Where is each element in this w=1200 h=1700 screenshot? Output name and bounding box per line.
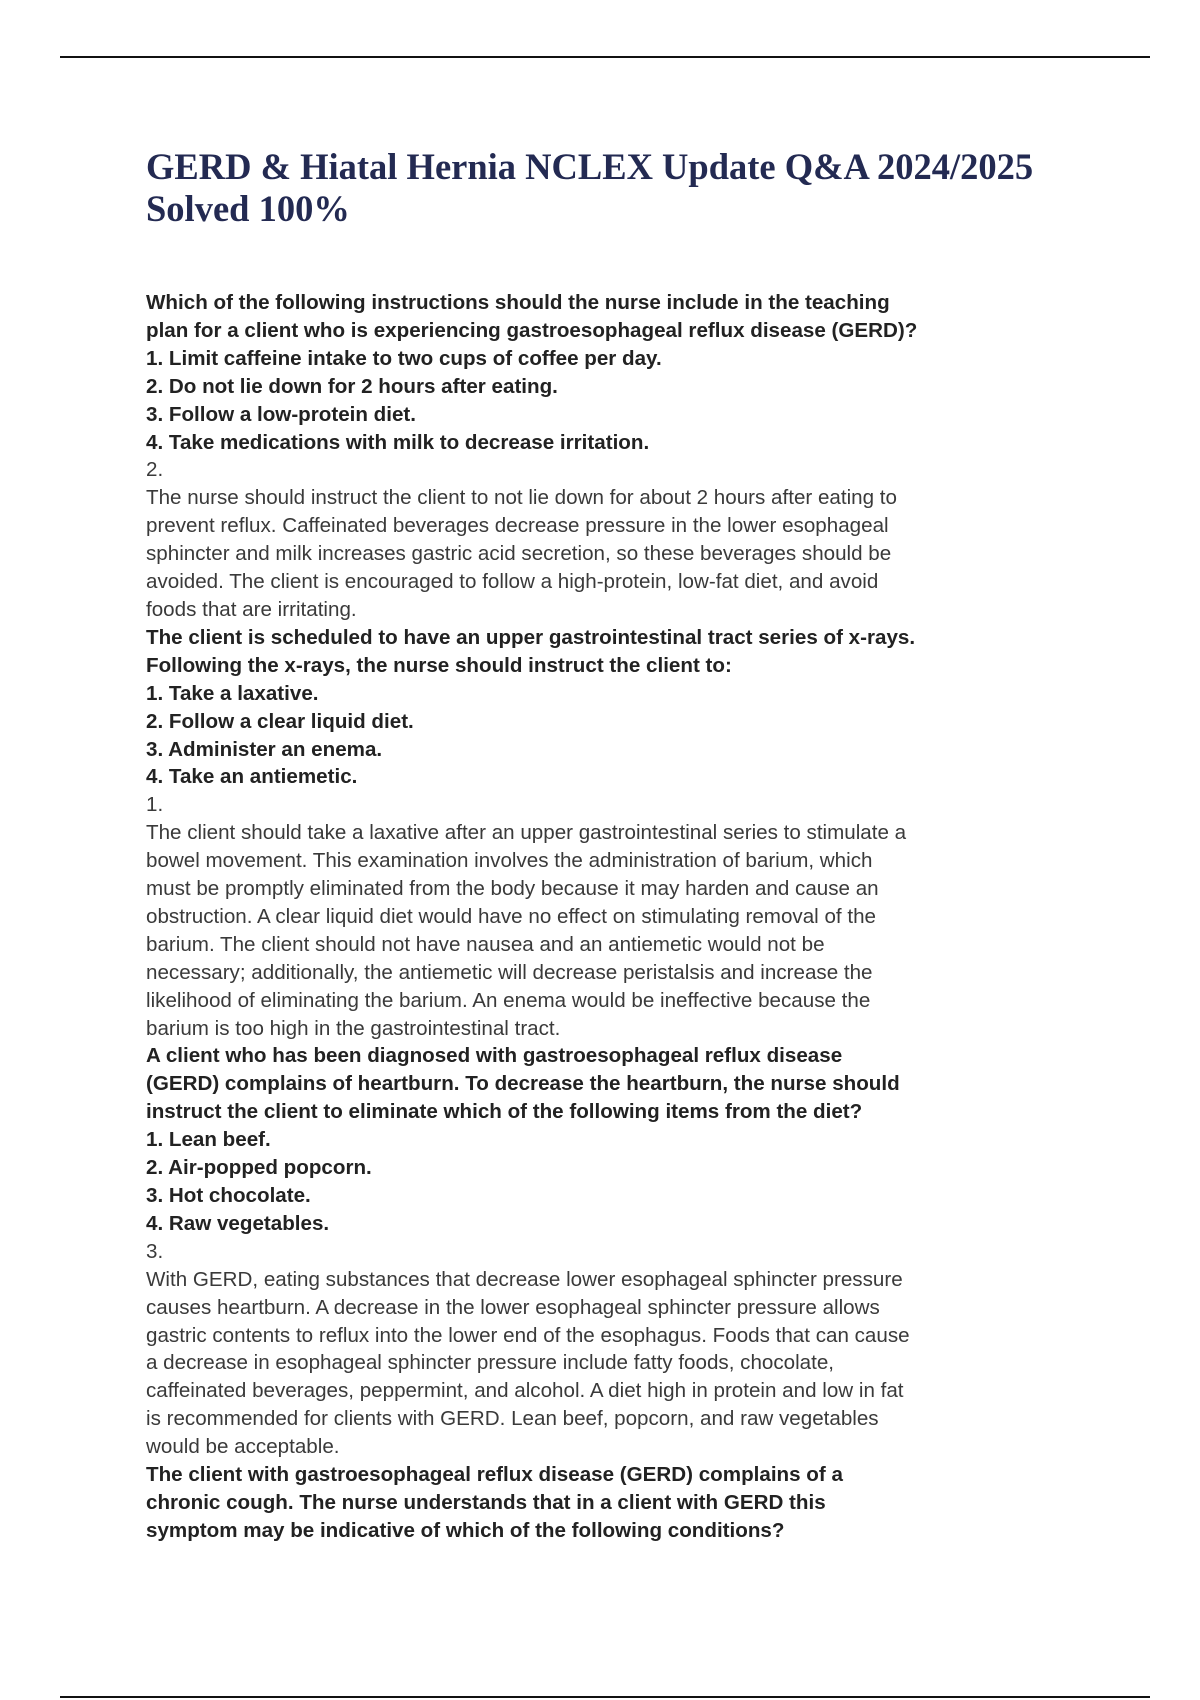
question-block	[146, 624, 917, 791]
question-block	[146, 1042, 917, 1237]
answer-line: barium. The client should not have nausea and an antiemetic would not be	[146, 932, 825, 956]
answer-line: foods that are irritating.	[146, 597, 357, 621]
answer-block	[146, 1238, 917, 1461]
question-line: 4. Take medications with milk to decrease irritation.	[146, 430, 650, 454]
question-line: Which of the following instructions should the nurse include in the teaching	[146, 291, 890, 314]
top-divider	[60, 56, 1150, 58]
answer-line: The client should take a laxative after an upper gastrointestinal series to stimulate a	[146, 821, 907, 845]
answer-line: necessary; additionally, the antiemetic will decrease peristalsis and increase the	[146, 960, 873, 984]
question-line: 2. Follow a clear liquid diet.	[146, 709, 414, 733]
answer-line: must be promptly eliminated from the body because it may harden and cause an	[146, 877, 879, 901]
answer-line: causes heartburn. A decrease in the lower esophageal sphincter pressure allows	[146, 1295, 880, 1319]
question-line: 3. Hot chocolate.	[146, 1184, 311, 1207]
answer-line: 3.	[146, 1239, 164, 1263]
answer-line: barium is too high in the gastrointestinal tract.	[146, 1016, 561, 1040]
answer-line: is recommended for clients with GERD. Lean beef, popcorn, and raw vegetables	[146, 1407, 879, 1431]
answer-line: sphincter and milk increases gastric acid secretion, so these beverages should be	[146, 542, 892, 566]
answer-line: With GERD, eating substances that decrease lower esophageal sphincter pressure	[146, 1267, 903, 1291]
question-line: 2. Do not lie down for 2 hours after eating.	[146, 374, 558, 398]
question-line: A client who has been diagnosed with gastroesophageal reflux disease	[146, 1044, 843, 1068]
answer-line: would be acceptable.	[146, 1435, 340, 1459]
question-line: The client with gastroesophageal reflux disease (GERD) complains of a	[146, 1463, 843, 1487]
answer-line: prevent reflux. Caffeinated beverages decrease pressure in the lower esophageal	[146, 514, 889, 538]
bottom-divider	[60, 1696, 1150, 1698]
answer-line: likelihood of eliminating the barium. An enema would be ineffective because the	[146, 988, 871, 1012]
answer-line: caffeinated beverages, peppermint, and alcohol. A diet high in protein and low in fat	[146, 1379, 904, 1403]
question-line: 2. Air-popped popcorn.	[146, 1156, 372, 1180]
answer-line: bowel movement. This examination involves the administration of barium, which	[146, 849, 873, 873]
answer-line: obstruction. A clear liquid diet would have no effect on stimulating removal of the	[146, 904, 876, 928]
question-line: plan for a client who is experiencing gastroesophageal reflux disease (GERD)?	[146, 318, 918, 342]
question-block	[146, 1461, 917, 1545]
question-line: 1. Take a laxative.	[146, 681, 319, 705]
answer-line: 2.	[146, 458, 164, 482]
answer-line: avoided. The client is encouraged to follow a high-protein, low-fat diet, and avoid	[146, 570, 879, 594]
question-line: 4. Raw vegetables.	[146, 1211, 330, 1235]
question-line: symptom may be indicative of which of the following conditions?	[146, 1518, 785, 1542]
question-line: (GERD) complains of heartburn. To decrease the heartburn, the nurse should	[146, 1072, 900, 1096]
question-block	[146, 289, 917, 456]
question-line: 1. Limit caffeine intake to two cups of coffee per day.	[146, 346, 662, 370]
question-line: 1. Lean beef.	[146, 1128, 271, 1152]
answer-line: gastric contents to reflux into the lower end of the esophagus. Foods that can cause	[146, 1323, 910, 1347]
answer-block	[146, 456, 917, 623]
answer-line: a decrease in esophageal sphincter pressure include fatty foods, chocolate,	[146, 1351, 835, 1375]
question-line: 4. Take an antiemetic.	[146, 765, 358, 789]
question-line: 3. Administer an enema.	[146, 737, 383, 761]
question-line: chronic cough. The nurse understands that in a client with GERD this	[146, 1490, 826, 1514]
qa-content	[146, 289, 917, 1545]
answer-block	[146, 791, 917, 1042]
title-line: GERD & Hiatal Hernia NCLEX Update Q&A 2024/2025	[146, 146, 1034, 187]
question-line: Following the x-rays, the nurse should instruct the client to:	[146, 653, 732, 677]
question-line: 3. Follow a low-protein diet.	[146, 402, 417, 426]
answer-line: 1.	[146, 793, 164, 817]
question-line: The client is scheduled to have an upper gastrointestinal tract series of x-rays.	[146, 625, 916, 649]
title-line: Solved 100%	[146, 188, 350, 229]
answer-line: The nurse should instruct the client to not lie down for about 2 hours after eating to	[146, 486, 897, 510]
document-title	[146, 146, 1033, 230]
question-line: instruct the client to eliminate which of the following items from the diet?	[146, 1100, 863, 1124]
